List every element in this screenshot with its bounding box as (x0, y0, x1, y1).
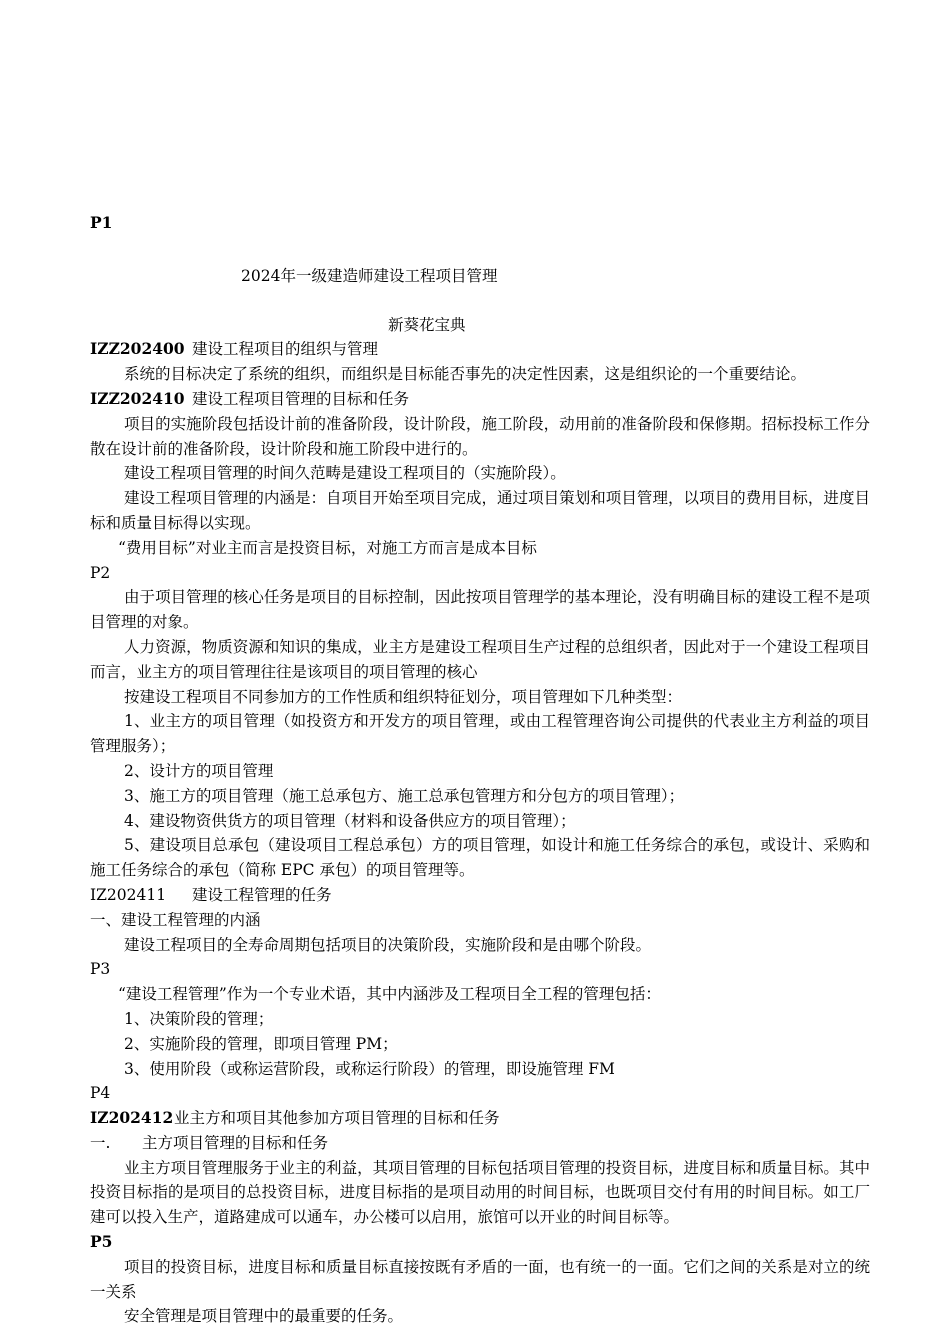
subheading-text: 主方项目管理的目标和任务 (142, 1133, 329, 1152)
list-item: 2、实施阶段的管理，即项目管理 PM； (124, 1034, 398, 1053)
list-item: 1、决策阶段的管理； (124, 1009, 274, 1028)
document-body (90, 211, 870, 1329)
paragraph: 项目的投资目标，进度目标和质量目标直接按既有矛盾的一面，也有统一的一面。它们之间的关系是对立的统一关系 (90, 1257, 870, 1301)
paragraph: 系统的目标决定了系统的组织，而组织是目标能否事先的决定性因素，这是组织论的一个重要结论。 (124, 365, 807, 384)
section-heading-izz202400 (90, 337, 870, 362)
paragraph: 按建设工程项目不同参加方的工作性质和组织特征划分，项目管理如下几种类型： (124, 687, 683, 706)
section-title: 业主方和项目其他参加方项目管理的目标和任务 (174, 1109, 500, 1128)
paragraph: 建设工程项目管理的内涵是：自项目开始至项目完成，通过项目策划和项目管理，以项目的费用目标，进度目标和质量目标得以实现。 (90, 489, 870, 532)
section-heading-iz202411 (90, 883, 870, 908)
list-item: 1、业主方的项目管理（如投资方和开发方的项目管理，或由工程管理咨询公司提供的代表业主方利益的项目管理服务）； (90, 712, 870, 756)
section-code: IZZ202400 (90, 339, 185, 359)
section-code: IZZ202410 (90, 388, 185, 408)
paragraph: 建设工程项目的全寿命周期包括项目的决策阶段，实施阶段和是由哪个阶段。 (124, 935, 652, 954)
section-heading-izz202410 (90, 387, 870, 412)
paragraph: 人力资源，物质资源和知识的集成，业主方是建设工程项目生产过程的总组织者，因此对于一个建设工程项目而言，业主方的项目管理往往是该项目的项目管理的核心 (90, 637, 870, 681)
subheading-number: 一. (90, 1133, 111, 1152)
subheading (90, 1131, 870, 1156)
document-title: 2024年一级建造师建设工程项目管理 (241, 266, 498, 285)
page-marker-p2: P2 (90, 563, 111, 582)
section-title: 建设工程项目管理的目标和任务 (192, 389, 410, 408)
section-code: IZ202412 (90, 1108, 174, 1128)
paragraph: 项目的实施阶段包括设计前的准备阶段，设计阶段，施工阶段，动用前的准备阶段和保修期。招标投标工作分散在设计前的准备阶段，设计阶段和施工阶段中进行的。 (90, 414, 870, 458)
page-marker-p1: P1 (90, 213, 113, 232)
list-item: 3、施工方的项目管理（施工总承包方、施工总承包管理方和分包方的项目管理）； (124, 786, 685, 805)
list-item: 4、建设物资供货方的项目管理（材料和设备供应方的项目管理）； (124, 811, 576, 830)
paragraph: 由于项目管理的核心任务是项目的目标控制，因此按项目管理学的基本理论，没有明确目标的建设工程不是项目管理的对象。 (90, 588, 870, 632)
section-code: IZ202411 (90, 885, 167, 904)
paragraph: 建设工程项目管理的时间久范畴是建设工程项目的（实施阶段）。 (124, 464, 566, 483)
paragraph: “费用目标”对业主而言是投资目标，对施工方而言是成本目标 (118, 538, 537, 557)
page-marker-p5: P5 (90, 1232, 113, 1252)
section-heading-iz202412 (90, 1106, 870, 1131)
paragraph: 安全管理是项目管理中的最重要的任务。 (124, 1307, 404, 1326)
page-marker-p3: P3 (90, 960, 111, 979)
section-title: 建设工程管理的任务 (192, 885, 332, 904)
page-marker-p4: P4 (90, 1084, 111, 1103)
subheading: 一、建设工程管理的内涵 (90, 910, 261, 929)
paragraph: “建设工程管理”作为一个专业术语，其中内涵涉及工程项目全工程的管理包括： (118, 985, 661, 1004)
list-item: 3、使用阶段（或称运营阶段，或称运行阶段）的管理，即设施管理 FM (124, 1059, 615, 1078)
paragraph: 业主方项目管理服务于业主的利益，其项目管理的目标包括项目管理的投资目标，进度目标和质量目标。其中投资目标指的是项目的总投资目标，进度目标指的是项目动用的时间目标，也既项目交付有用的时间目标。如工厂建可以投入生产，道路建成可以通车，办公楼可以启用，旅馆可以开业的时间目标等。 (90, 1158, 870, 1227)
list-item: 5、建设项目总承包（建设项目工程总承包）方的项目管理，如设计和施工任务综合的承包，或设计、采购和施工任务综合的承包（简称 EPC 承包）的项目管理等。 (90, 836, 870, 880)
document-subtitle: 新葵花宝典 (388, 315, 466, 334)
list-item: 2、设计方的项目管理 (124, 761, 274, 780)
section-title: 建设工程项目的组织与管理 (192, 340, 379, 359)
